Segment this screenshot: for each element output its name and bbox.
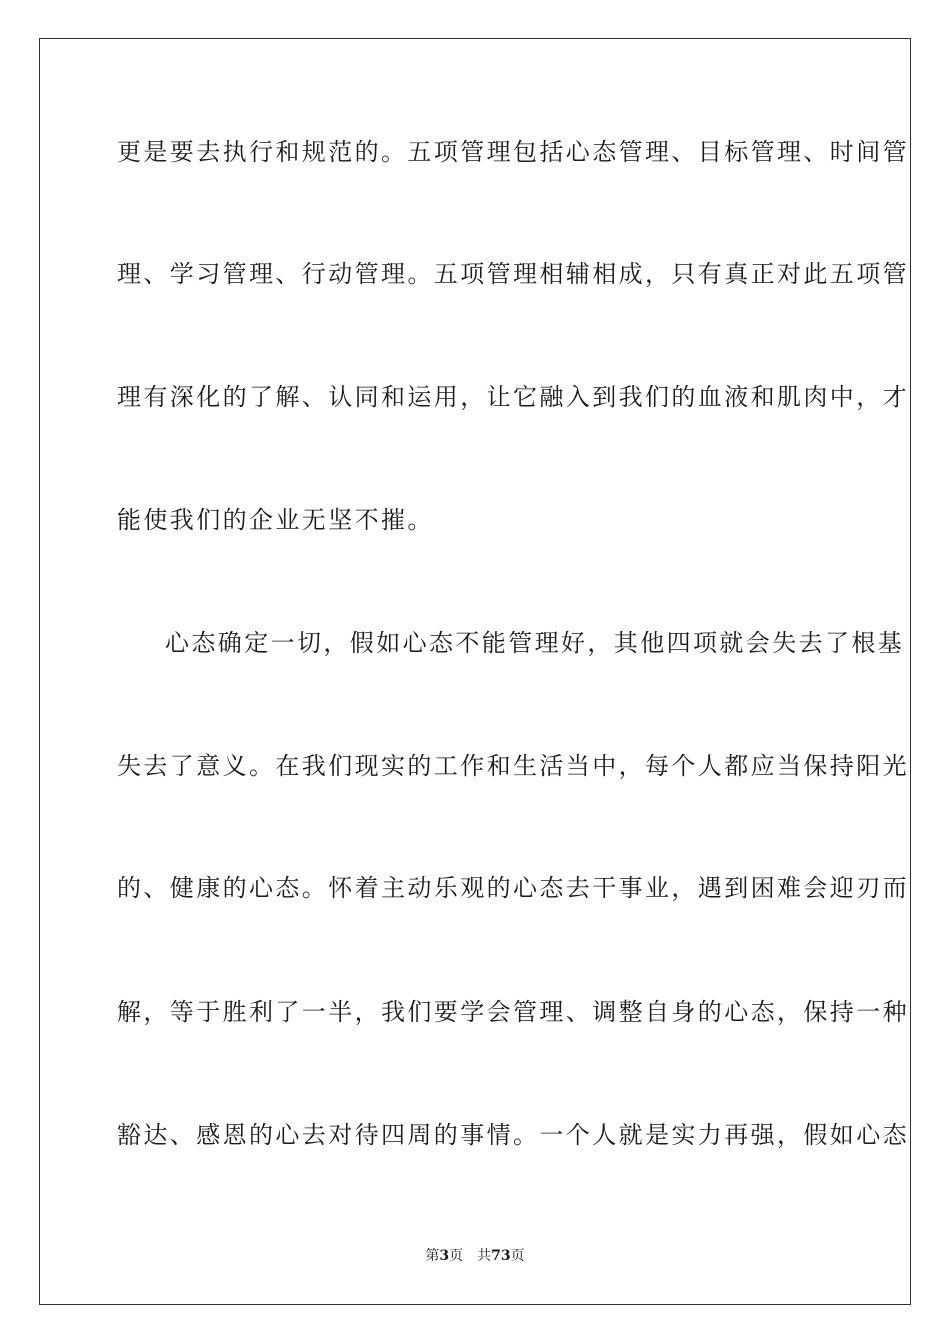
body-text-line: 的、健康的心态。怀着主动乐观的心态去干事业，遇到困难会迎刃而	[117, 874, 909, 902]
page-prefix: 第	[425, 1248, 440, 1264]
page-number: 3	[439, 1248, 450, 1264]
page-footer	[0, 1246, 950, 1266]
body-text-line: 能使我们的企业无坚不摧。	[117, 506, 434, 534]
body-text-line: 理、学习管理、行动管理。五项管理相辅相成，只有真正对此五项管	[117, 260, 909, 288]
total-prefix: 共	[477, 1248, 492, 1264]
total-suffix: 页	[510, 1248, 525, 1264]
page-border	[39, 38, 911, 1305]
body-text-line: 理有深化的了解、认同和运用，让它融入到我们的血液和肌肉中，才	[117, 383, 909, 411]
body-text-line: 更是要去执行和规范的。五项管理包括心态管理、目标管理、时间管	[117, 138, 909, 166]
paragraph-first-line: 心态确定一切，假如心态不能管理好，其他四项就会失去了根基	[165, 629, 905, 657]
body-text-line: 豁达、感恩的心去对待四周的事情。一个人就是实力再强，假如心态	[117, 1121, 909, 1149]
page-suffix: 页	[449, 1248, 464, 1264]
total-pages: 73	[491, 1248, 511, 1264]
body-text-line: 失去了意义。在我们现实的工作和生活当中，每个人都应当保持阳光	[117, 752, 909, 780]
body-text-line: 解，等于胜利了一半，我们要学会管理、调整自身的心态，保持一种	[117, 998, 909, 1026]
